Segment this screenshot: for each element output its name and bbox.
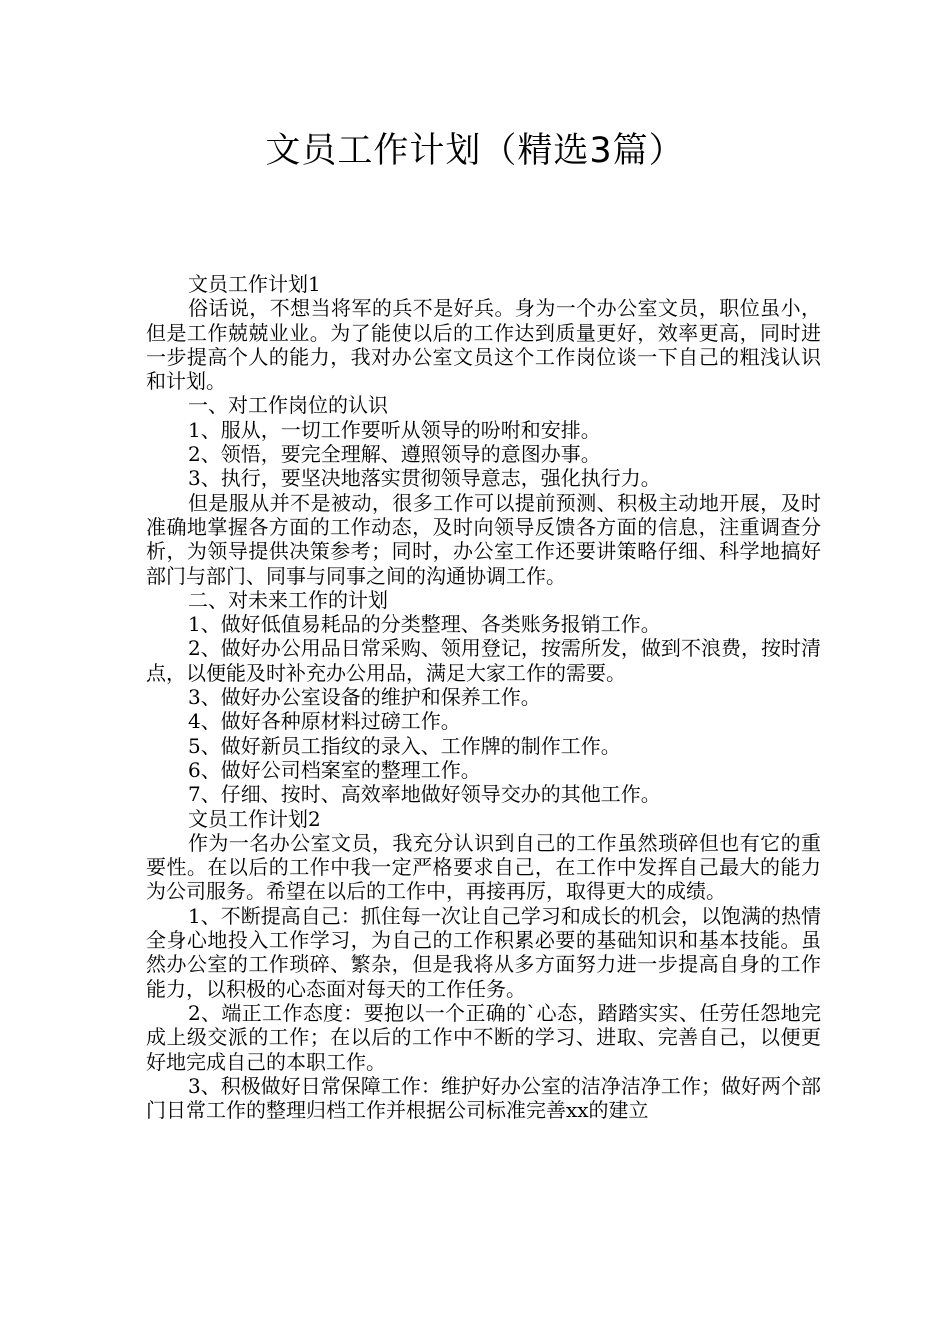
list-item: 3、积极做好日常保障工作：维护好办公室的洁净洁净工作；做好两个部门日常工作的整理归档工作并根据公司标准完善xx的建立 bbox=[146, 1073, 821, 1123]
section-heading-plan-1: 文员工作计划1 bbox=[188, 272, 321, 296]
paragraph: 俗话说，不想当将军的兵不是好兵。身为一个办公室文员，职位虽小，但是工作兢兢业业。为了能使以后的工作达到质量更好，效率更高，同时进一步提高个人的能力，我对办公室文员这个工作岗位谈一下自己的粗浅认识和计划。 bbox=[146, 296, 821, 394]
list-item: 2、做好办公用品日常采购、领用登记，按需所发，做到不浪费，按时清点，以便能及时补充办公用品，满足大家工作的需要。 bbox=[146, 636, 821, 685]
list-item: 3、执行，要坚决地落实贯彻领导意志，强化执行力。 bbox=[188, 466, 661, 491]
list-item: 5、做好新员工指纹的录入、工作牌的制作工作。 bbox=[188, 733, 621, 758]
document-title: 文员工作计划（精选3篇） bbox=[265, 131, 685, 171]
paragraph: 但是服从并不是被动，很多工作可以提前预测、积极主动地开展，及时准确地掌握各方面的工作动态，及时向领导反馈各方面的信息，注重调查分析，为领导提供决策参考；同时，办公室工作还要讲策略仔细、科学地搞好部门与部门、同事与同事之间的沟通协调工作。 bbox=[146, 490, 821, 588]
list-item: 2、端正工作态度：要抱以一个正确的`心态，踏踏实实、任劳任怨地完成上级交派的工作；在以后的工作中不断的学习、进取、完善自己，以便更好地完成自己的本职工作。 bbox=[146, 1000, 821, 1074]
document-body bbox=[146, 272, 821, 1122]
paragraph: 作为一名办公室文员，我充分认识到自己的工作虽然琐碎但也有它的重要性。在以后的工作中我一定严格要求自己，在工作中发挥自己最大的能力为公司服务。希望在以后的工作中，再接再厉，取得更大的成绩。 bbox=[146, 830, 821, 904]
list-item: 1、不断提高自己：抓住每一次让自己学习和成长的机会，以饱满的热情全身心地投入工作学习，为自己的工作积累必要的基础知识和基本技能。虽然办公室的工作琐碎、繁杂，但是我将从多方面努力进一步提高自身的工作能力，以积极的心态面对每天的工作任务。 bbox=[146, 903, 821, 1001]
list-item: 3、做好办公室设备的维护和保养工作。 bbox=[188, 685, 541, 710]
list-item: 4、做好各种原材料过磅工作。 bbox=[188, 709, 461, 734]
section-heading: 一、对工作岗位的认识 bbox=[188, 393, 388, 418]
section-heading-plan-2: 文员工作计划2 bbox=[188, 806, 321, 831]
list-item: 6、做好公司档案室的整理工作。 bbox=[188, 757, 481, 782]
list-item: 1、做好低值易耗品的分类整理、各类账务报销工作。 bbox=[188, 612, 661, 637]
list-item: 7、仔细、按时、高效率地做好领导交办的其他工作。 bbox=[188, 782, 661, 807]
list-item: 2、领悟，要完全理解、遵照领导的意图办事。 bbox=[188, 442, 601, 467]
list-item: 1、服从，一切工作要听从领导的吩咐和安排。 bbox=[188, 417, 601, 442]
section-heading: 二、对未来工作的计划 bbox=[188, 587, 388, 612]
